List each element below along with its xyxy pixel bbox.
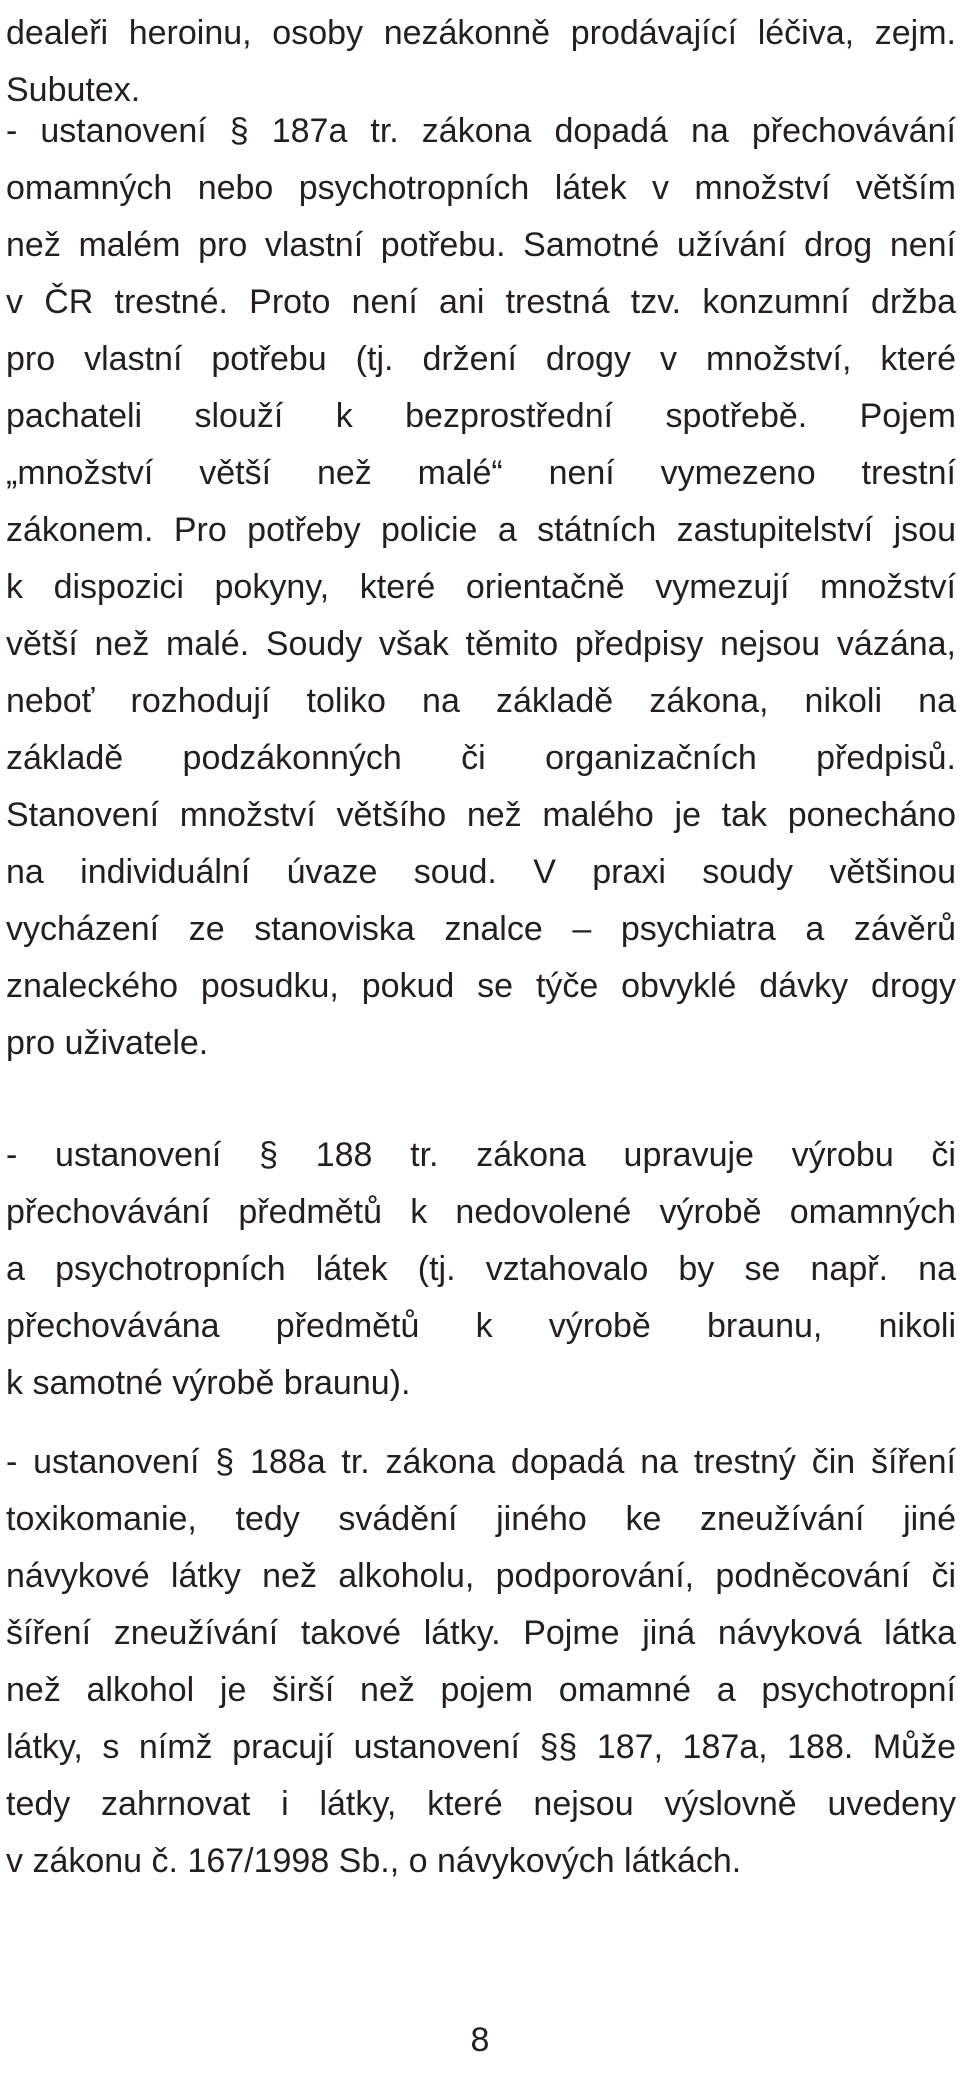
text-line: návykové látky než alkoholu, podporování, podněcování či xyxy=(6,1557,956,1595)
text-line: přechovávání předmětů k nedovolené výrobě omamných xyxy=(6,1193,956,1231)
paragraph-section-188 xyxy=(6,1127,956,1412)
page-number: 8 xyxy=(470,2021,490,2059)
text-line: než malém pro vlastní potřebu. Samotné užívání drog není xyxy=(6,226,956,264)
paragraph-section-188a xyxy=(6,1434,956,1890)
text-line: dealeři heroinu, osoby nezákonně prodávající léčiva, zejm. xyxy=(6,14,956,52)
text-line: „množství větší než malé“ není vymezeno trestní xyxy=(6,454,956,492)
text-line: v zákonu č. 167/1998 Sb., o návykových látkách. xyxy=(6,1842,742,1880)
text-line: v ČR trestné. Proto není ani trestná tzv. konzumní držba xyxy=(6,283,956,321)
text-line: větší než malé. Soudy však těmito předpisy nejsou vázána, xyxy=(6,625,956,663)
text-line: Stanovení množství většího než malého je tak ponecháno xyxy=(6,796,956,834)
text-line: neboť rozhodují toliko na základě zákona, nikoli na xyxy=(6,682,956,720)
text-line: základě podzákonných či organizačních předpisů. xyxy=(6,739,956,777)
text-line: pro uživatele. xyxy=(6,1024,209,1062)
text-line: - ustanovení § 188 tr. zákona upravuje výrobu či xyxy=(6,1136,956,1174)
text-line: zákonem. Pro potřeby policie a státních zastupitelství jsou xyxy=(6,511,956,549)
text-line: než alkohol je širší než pojem omamné a psychotropní xyxy=(6,1671,956,1709)
text-line: na individuální úvaze soud. V praxi soudy většinou xyxy=(6,853,956,891)
text-line: Subutex. xyxy=(6,71,141,109)
text-line: a psychotropních látek (tj. vztahovalo by se např. na xyxy=(6,1250,956,1288)
text-line: - ustanovení § 188a tr. zákona dopadá na trestný čin šíření xyxy=(6,1443,956,1481)
text-line: - ustanovení § 187a tr. zákona dopadá na přechovávání xyxy=(6,112,956,150)
text-line: přechovávána předmětů k výrobě braunu, nikoli xyxy=(6,1307,956,1345)
text-line: omamných nebo psychotropních látek v množství větším xyxy=(6,169,956,207)
text-line: látky, s nímž pracují ustanovení §§ 187, 187a, 188. Může xyxy=(6,1728,956,1766)
text-line: znaleckého posudku, pokud se týče obvyklé dávky drogy xyxy=(6,967,956,1005)
text-line: k dispozici pokyny, které orientačně vymezují množství xyxy=(6,568,956,606)
text-line: šíření zneužívání takové látky. Pojme jiná návyková látka xyxy=(6,1614,956,1652)
paragraph-section-187a xyxy=(6,103,956,1072)
text-line: tedy zahrnovat i látky, které nejsou výslovně uvedeny xyxy=(6,1785,956,1823)
text-line: pro vlastní potřebu (tj. držení drogy v množství, které xyxy=(6,340,956,378)
text-line: pachateli slouží k bezprostřední spotřebě. Pojem xyxy=(6,397,956,435)
paragraph-dealers xyxy=(6,5,956,119)
text-line: k samotné výrobě braunu). xyxy=(6,1364,411,1402)
text-line: toxikomanie, tedy svádění jiného ke zneužívání jiné xyxy=(6,1500,956,1538)
text-line: vycházení ze stanoviska znalce – psychiatra a závěrů xyxy=(6,910,956,948)
